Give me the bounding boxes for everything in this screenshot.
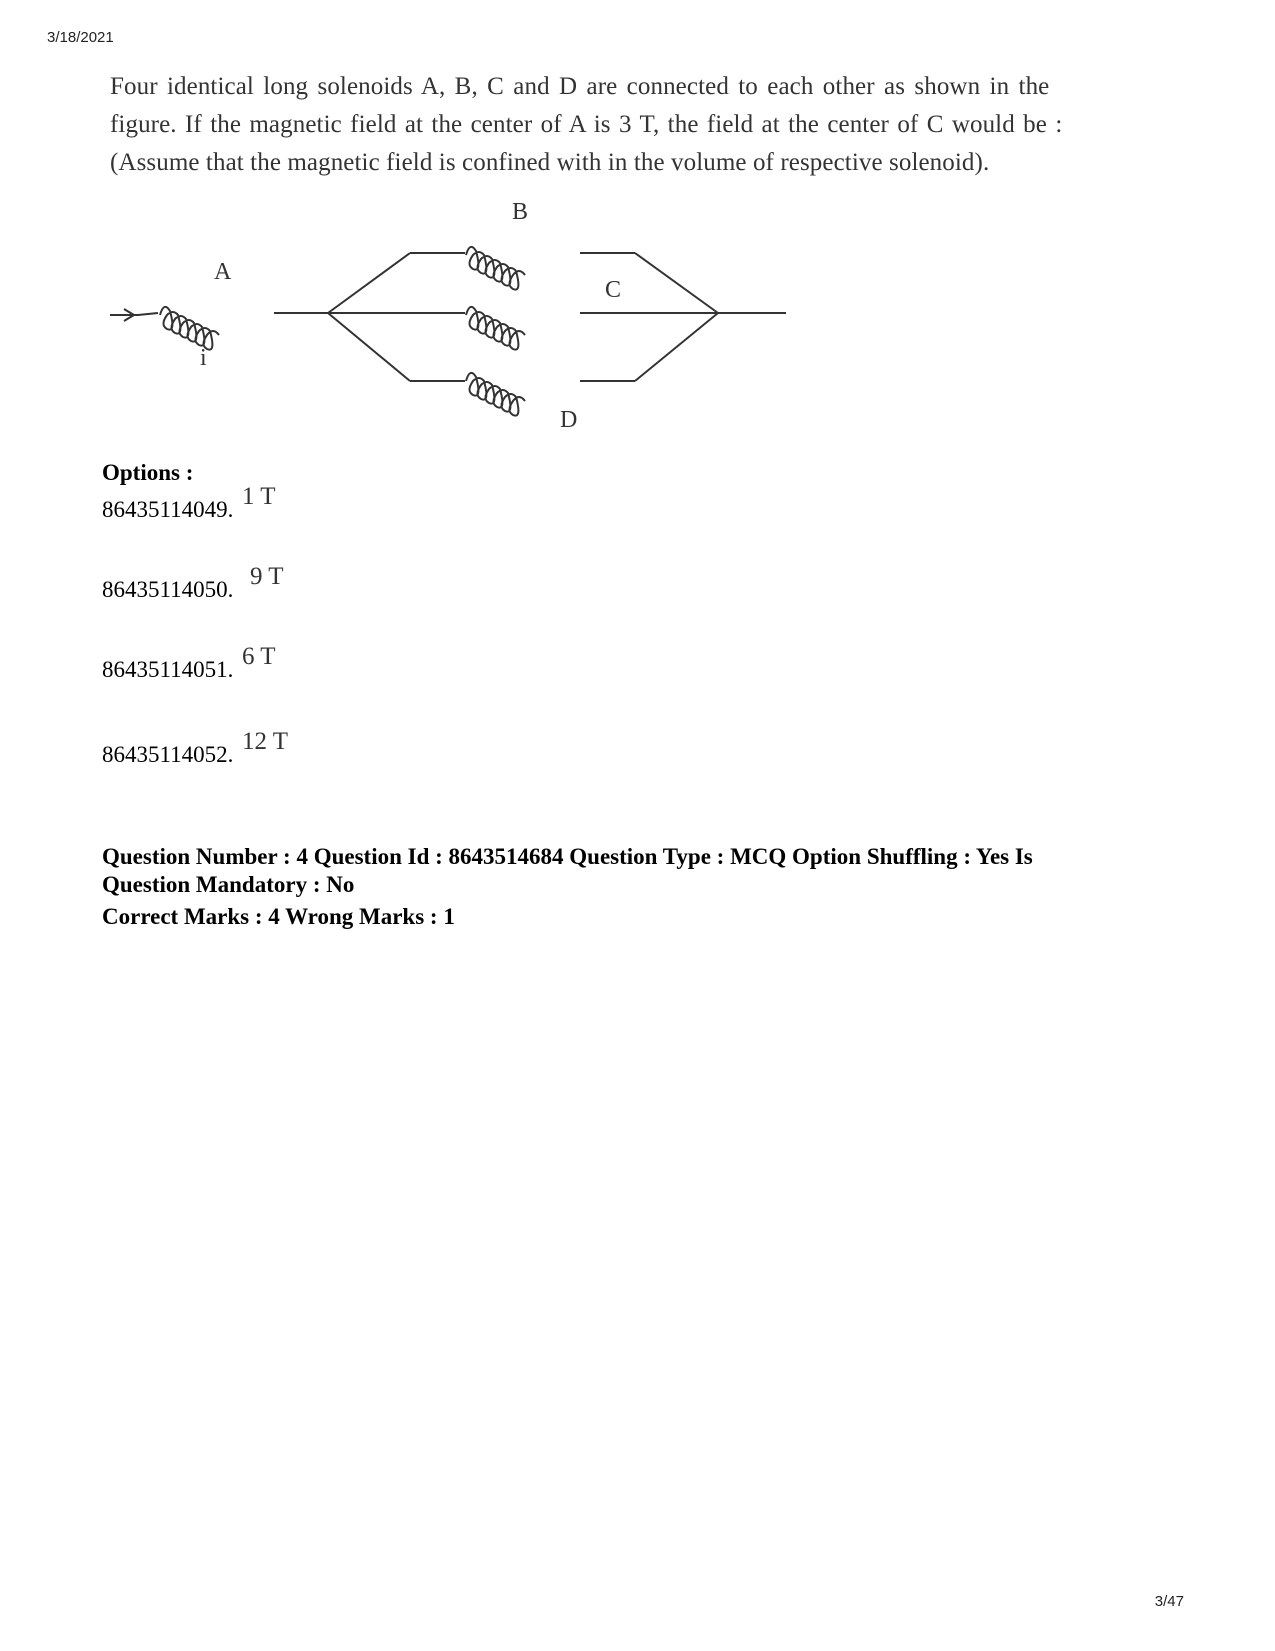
option-value: 6 T	[242, 643, 276, 670]
right-junction	[580, 253, 786, 381]
option-id: 86435114049.	[102, 497, 234, 522]
option-item	[102, 643, 276, 683]
page-number: 3/47	[1154, 1593, 1184, 1610]
option-value: 9 T	[250, 563, 284, 590]
solenoid-c	[466, 307, 525, 350]
print-date: 3/18/2021	[47, 29, 114, 46]
solenoid-circuit-diagram	[100, 195, 840, 450]
solenoid-b	[466, 247, 525, 290]
question-text-line-2: figure. If the magnetic field at the center of A is 3 T, the field at the center of C would be :	[110, 111, 1063, 138]
option-id: 86435114050.	[102, 577, 234, 602]
label-a: A	[214, 259, 232, 285]
left-junction	[328, 253, 465, 381]
option-item	[102, 563, 284, 603]
option-item	[102, 728, 289, 768]
solenoid-a	[160, 307, 219, 350]
label-current: i	[200, 345, 207, 371]
option-id: 86435114051.	[102, 657, 234, 682]
next-question-info	[102, 843, 1033, 899]
question-text-line-1: Four identical long solenoids A, B, C and D are connected to each other as shown in the	[110, 73, 1050, 100]
next-question-marks: Correct Marks : 4 Wrong Marks : 1	[102, 904, 455, 929]
option-value: 12 T	[242, 728, 289, 755]
label-c: C	[605, 277, 622, 303]
options-heading: Options :	[102, 460, 194, 485]
option-item	[102, 483, 276, 523]
next-question-line-2: Question Mandatory : No	[102, 872, 355, 897]
label-b: B	[512, 199, 529, 225]
option-id: 86435114052.	[102, 742, 234, 767]
solenoid-d	[466, 373, 525, 416]
question-text-line-3: (Assume that the magnetic field is confined with in the volume of respective solenoid).	[110, 149, 990, 176]
current-arrow-icon	[110, 309, 138, 321]
label-d: D	[560, 407, 578, 433]
next-question-line-1: Question Number : 4 Question Id : 8643514684 Question Type : MCQ Option Shuffling : Yes Is	[102, 844, 1033, 869]
option-value: 1 T	[242, 483, 276, 510]
